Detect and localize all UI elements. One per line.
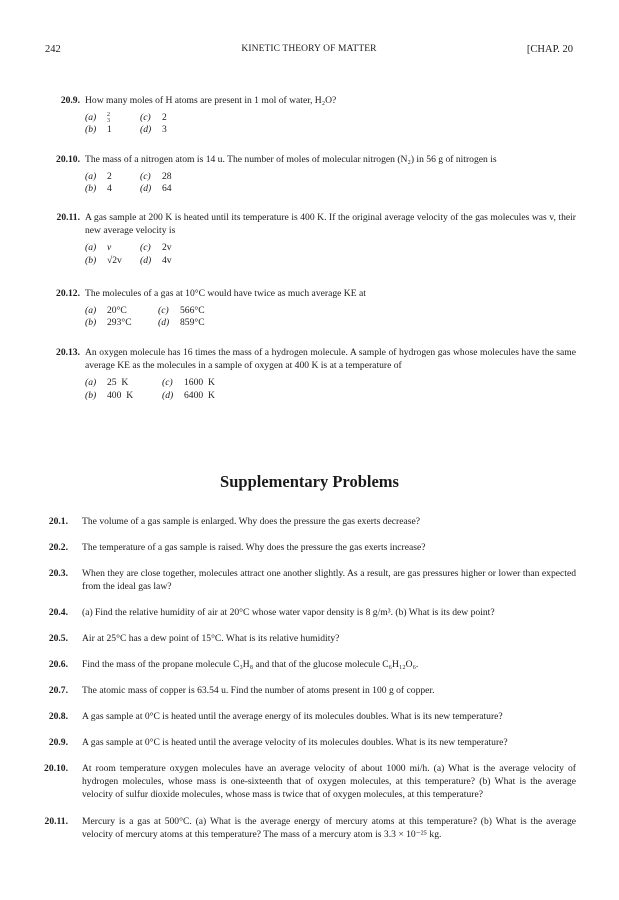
option-value: 566°C <box>180 305 205 317</box>
question-number: 20.10. <box>56 154 80 165</box>
option-label: (c) <box>140 242 151 254</box>
supplementary-problem <box>44 736 576 749</box>
question-20-10 <box>44 153 576 195</box>
option-value: 28 <box>162 171 172 183</box>
problem-number: 20.11. <box>44 816 68 827</box>
problem-number: 20.2. <box>48 542 68 553</box>
option-label: (b) <box>85 124 97 136</box>
question-20-11 <box>44 211 576 268</box>
option-label: (d) <box>158 317 170 329</box>
supplementary-problem <box>44 815 576 841</box>
problem-text: When they are close together, molecules attract one another slightly. As a result, are gas pressures higher or lower than expected from the ideal gas law? <box>82 568 576 593</box>
option-value: 25 K <box>107 377 129 389</box>
option-label: (a) <box>85 242 97 254</box>
option-label: (a) <box>85 171 97 183</box>
supplementary-problem <box>44 515 576 528</box>
option-value: 2 <box>107 171 112 183</box>
fraction-two-thirds: 2 3 <box>107 112 110 124</box>
running-header <box>45 44 573 58</box>
option-value: 6400 K <box>184 389 215 401</box>
problem-number: 20.8. <box>48 711 68 722</box>
option-value: 293°C <box>107 317 132 329</box>
problem-number: 20.7. <box>48 685 68 696</box>
problem-text: A gas sample at 0°C is heated until the average velocity of its molecules doubles. What is its new temperature? <box>82 737 508 748</box>
option-value: 2v <box>162 242 172 254</box>
problem-number: 20.6. <box>48 659 68 670</box>
answer-options <box>85 376 576 400</box>
problem-text: Air at 25°C has a dew point of 15°C. What is its relative humidity? <box>82 633 340 644</box>
supplementary-problem <box>44 762 576 802</box>
option-label: (d) <box>140 254 152 266</box>
supplementary-problem <box>44 541 576 554</box>
option-label: (b) <box>85 183 97 195</box>
option-label: (a) <box>85 377 97 389</box>
option-label: (a) <box>85 305 97 317</box>
problem-text: (a) Find the relative humidity of air at 20°C whose water vapor density is 8 g/m³. (b) What is its dew point? <box>82 607 495 618</box>
option-value: 4v <box>162 254 172 266</box>
option-label: (d) <box>140 183 152 195</box>
problem-text: At room temperature oxygen molecules have an average velocity of about 1000 mi/h. (a) What is the average velocity of hydrogen molecules, whose mass is one-sixteenth that of oxygen molecules, at this temperature? (b) What is the average velocity of sulfur dioxide molecules, whose mass is twice that of oxygen molecules, at this temperature? <box>82 763 576 801</box>
answer-options <box>85 111 576 135</box>
problem-text: The volume of a gas sample is enlarged. Why does the pressure the gas exerts decrease? <box>82 516 420 527</box>
option-label: (b) <box>85 389 97 401</box>
problem-text: The atomic mass of copper is 63.54 u. Find the number of atoms present in 100 g of copper. <box>82 685 435 696</box>
option-value: √2v <box>107 254 122 266</box>
question-text: The molecules of a gas at 10°C would have twice as much average KE at <box>85 288 366 299</box>
problem-text: Find the mass of the propane molecule C₃H₈ and that of the glucose molecule C₆H₁₂O₆. <box>82 659 419 670</box>
question-number: 20.9. <box>60 95 80 106</box>
question-number: 20.12. <box>56 288 80 299</box>
question-text: An oxygen molecule has 16 times the mass of a hydrogen molecule. A sample of hydrogen gas whose molecules have the same average KE as the molecules in a sample of oxygen at 400 K is at a temperature of <box>85 347 576 372</box>
question-text: A gas sample at 200 K is heated until its temperature is 400 K. If the original average velocity of the gas molecules was v, their new average velocity is <box>85 212 576 237</box>
option-label: (c) <box>140 171 151 183</box>
answer-options <box>85 304 576 328</box>
problem-text: Mercury is a gas at 500°C. (a) What is the average energy of mercury atoms at this temperature? (b) What is the average velocity of mercury atoms at this temperature? The mass of a mercury atom is 3.3 × 10⁻²⁵ kg. <box>82 816 576 841</box>
problem-number: 20.1. <box>48 516 68 527</box>
section-title: Supplementary Problems <box>220 472 399 491</box>
option-label: (b) <box>85 317 97 329</box>
problem-number: 20.9. <box>48 737 68 748</box>
question-20-9 <box>44 94 576 136</box>
page-number: 242 <box>45 44 61 55</box>
answer-options <box>85 241 576 267</box>
question-text: How many moles of H atoms are present in 1 mol of water, H₂O? <box>85 95 337 106</box>
question-number: 20.13. <box>56 347 80 358</box>
supplementary-problem <box>44 658 576 671</box>
problem-number: 20.10. <box>44 763 68 774</box>
problem-text: The temperature of a gas sample is raised. Why does the pressure the gas exerts increase? <box>82 542 426 553</box>
supplementary-problem <box>44 632 576 645</box>
problem-text: A gas sample at 0°C is heated until the average energy of its molecules doubles. What is its new temperature? <box>82 711 503 722</box>
option-value: 859°C <box>180 317 205 329</box>
question-20-13 <box>44 346 576 401</box>
supplementary-problem <box>44 606 576 619</box>
problem-number: 20.5. <box>48 633 68 644</box>
supplementary-problem <box>44 684 576 697</box>
option-value: 1 <box>107 124 112 136</box>
problem-number: 20.4. <box>48 607 68 618</box>
option-value: 2 <box>162 112 167 124</box>
option-label: (c) <box>140 112 151 124</box>
chapter-label: [CHAP. 20 <box>526 44 573 55</box>
question-number: 20.11. <box>56 212 80 223</box>
question-20-12 <box>44 287 576 329</box>
option-value: v <box>107 242 112 254</box>
option-label: (d) <box>140 124 152 136</box>
option-value: 4 <box>107 183 112 195</box>
option-value: 20°C <box>107 305 127 317</box>
option-value: 3 <box>162 124 167 136</box>
option-value: 64 <box>162 183 172 195</box>
supplementary-problem <box>44 567 576 593</box>
problem-number: 20.3. <box>48 568 68 579</box>
option-label: (a) <box>85 112 97 124</box>
option-label: (c) <box>162 377 173 389</box>
option-value: 1600 K <box>184 377 215 389</box>
option-label: (d) <box>162 389 174 401</box>
question-text: The mass of a nitrogen atom is 14 u. The number of moles of molecular nitrogen (N₂) in 56 g of nitrogen is <box>85 154 497 165</box>
option-label: (b) <box>85 254 97 266</box>
chapter-title: KINETIC THEORY OF MATTER <box>241 44 377 54</box>
supplementary-problem <box>44 710 576 723</box>
option-label: (c) <box>158 305 169 317</box>
answer-options <box>85 170 576 194</box>
option-value: 400 K <box>107 389 134 401</box>
